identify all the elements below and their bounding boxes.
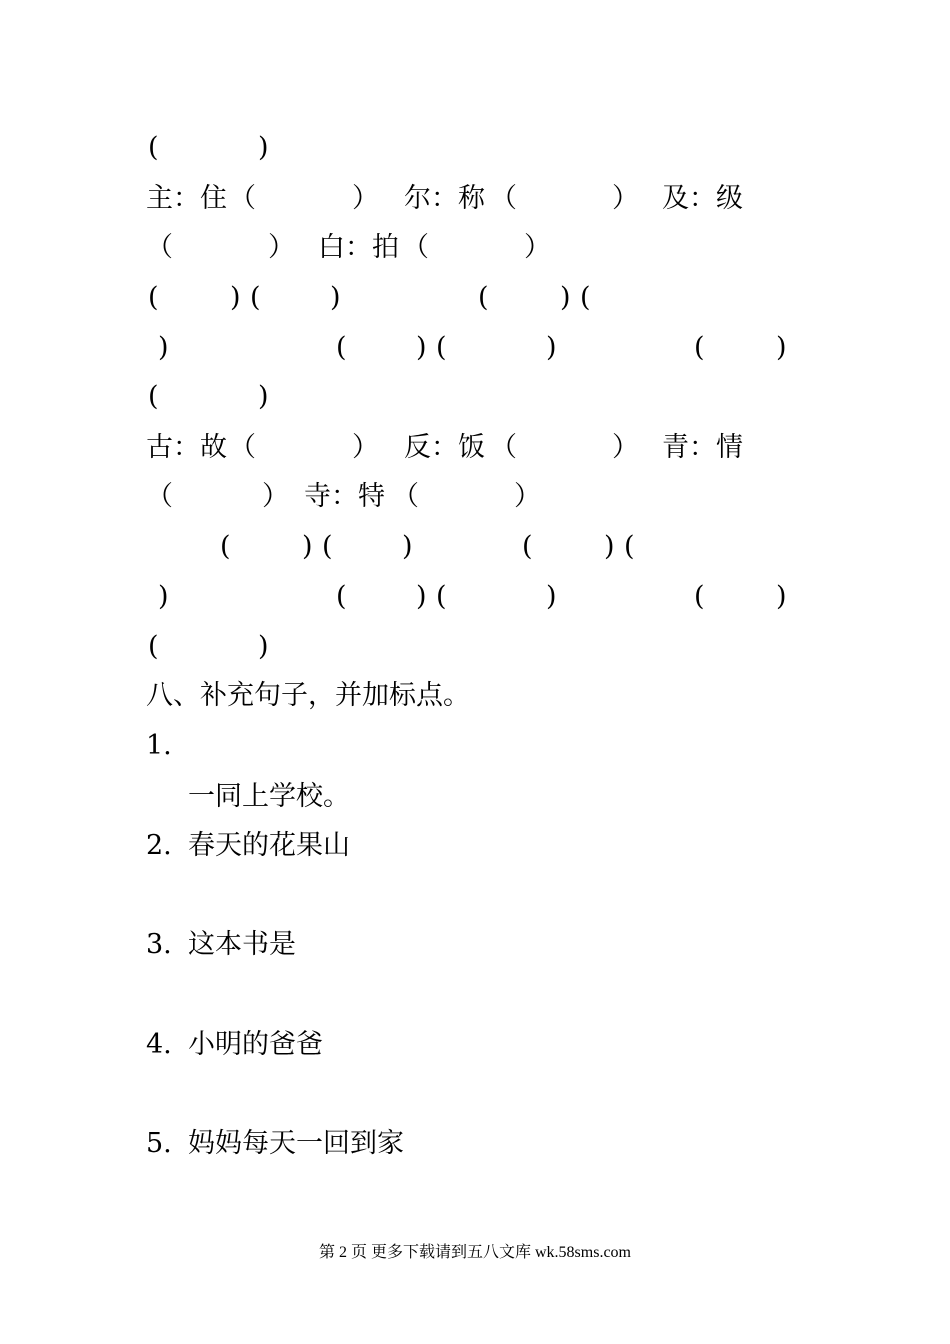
open-paren: ( xyxy=(148,381,159,412)
open-paren: （ xyxy=(229,432,256,463)
close-paren: ) xyxy=(158,581,169,612)
close-paren: ) xyxy=(776,581,787,612)
open-paren: ( xyxy=(336,581,347,612)
pair-qing: 青：情 xyxy=(662,432,743,463)
close-paren: ) xyxy=(546,581,557,612)
close-paren: ) xyxy=(416,581,427,612)
item-text: 这本书是 xyxy=(188,929,296,960)
pair-bai: 白：拍 xyxy=(318,232,399,263)
close-paren: ) xyxy=(402,531,413,562)
open-paren: ( xyxy=(336,332,347,363)
close-paren: ） xyxy=(612,183,639,214)
pair-er: 尔：称 xyxy=(404,183,485,214)
close-paren: ) xyxy=(330,282,341,313)
close-paren: ) xyxy=(546,332,557,363)
pair-fan: 反：饭 xyxy=(404,432,485,463)
open-paren: ( xyxy=(580,282,591,313)
item-text: 小明的爸爸 xyxy=(188,1029,323,1060)
open-paren: ( xyxy=(522,531,533,562)
close-paren: ) xyxy=(230,282,241,313)
page-footer: 第 2 页 更多下载请到五八文库 wk.58sms.com xyxy=(318,1244,631,1261)
open-paren: （ xyxy=(146,232,173,263)
pair-si: 寺：特 xyxy=(304,481,385,512)
open-paren: （ xyxy=(392,481,419,512)
close-paren: ) xyxy=(560,282,571,313)
open-paren: ( xyxy=(148,282,159,313)
pair-zhu: 主：住 xyxy=(146,183,227,214)
open-paren: （ xyxy=(229,183,256,214)
close-paren: ） xyxy=(514,481,541,512)
open-paren: ( xyxy=(148,631,159,662)
item-text: 妈妈每天一回到家 xyxy=(188,1128,404,1159)
close-paren: ) xyxy=(258,381,269,412)
item-text: 一同上学校。 xyxy=(188,781,350,812)
open-paren: ( xyxy=(148,132,159,163)
section-title: 八、补充句子，并加标点。 xyxy=(146,680,470,711)
close-paren: ) xyxy=(258,631,269,662)
item-number: 5. xyxy=(146,1128,172,1159)
open-paren: （ xyxy=(402,232,429,263)
close-paren: ） xyxy=(612,432,639,463)
open-paren: （ xyxy=(146,481,173,512)
open-paren: ( xyxy=(694,332,705,363)
close-paren: ） xyxy=(262,481,289,512)
pair-ji: 及：级 xyxy=(662,183,743,214)
item-number: 2. xyxy=(146,830,172,861)
close-paren: ） xyxy=(524,232,551,263)
open-paren: ( xyxy=(694,581,705,612)
close-paren: ） xyxy=(352,432,379,463)
open-paren: ( xyxy=(436,581,447,612)
close-paren: ) xyxy=(258,132,269,163)
pair-gu: 古：故 xyxy=(146,432,227,463)
item-number: 3. xyxy=(146,929,172,960)
open-paren: ( xyxy=(624,531,635,562)
open-paren: （ xyxy=(490,432,517,463)
close-paren: ) xyxy=(776,332,787,363)
close-paren: ) xyxy=(604,531,615,562)
item-number: 4. xyxy=(146,1029,172,1060)
open-paren: ( xyxy=(322,531,333,562)
close-paren: ) xyxy=(302,531,313,562)
close-paren: ) xyxy=(158,332,169,363)
item-number: 1. xyxy=(146,730,172,761)
close-paren: ） xyxy=(352,183,379,214)
open-paren: （ xyxy=(490,183,517,214)
open-paren: ( xyxy=(478,282,489,313)
close-paren: ) xyxy=(416,332,427,363)
open-paren: ( xyxy=(436,332,447,363)
close-paren: ） xyxy=(268,232,295,263)
open-paren: ( xyxy=(220,531,231,562)
open-paren: ( xyxy=(250,282,261,313)
item-text: 春天的花果山 xyxy=(188,830,350,861)
